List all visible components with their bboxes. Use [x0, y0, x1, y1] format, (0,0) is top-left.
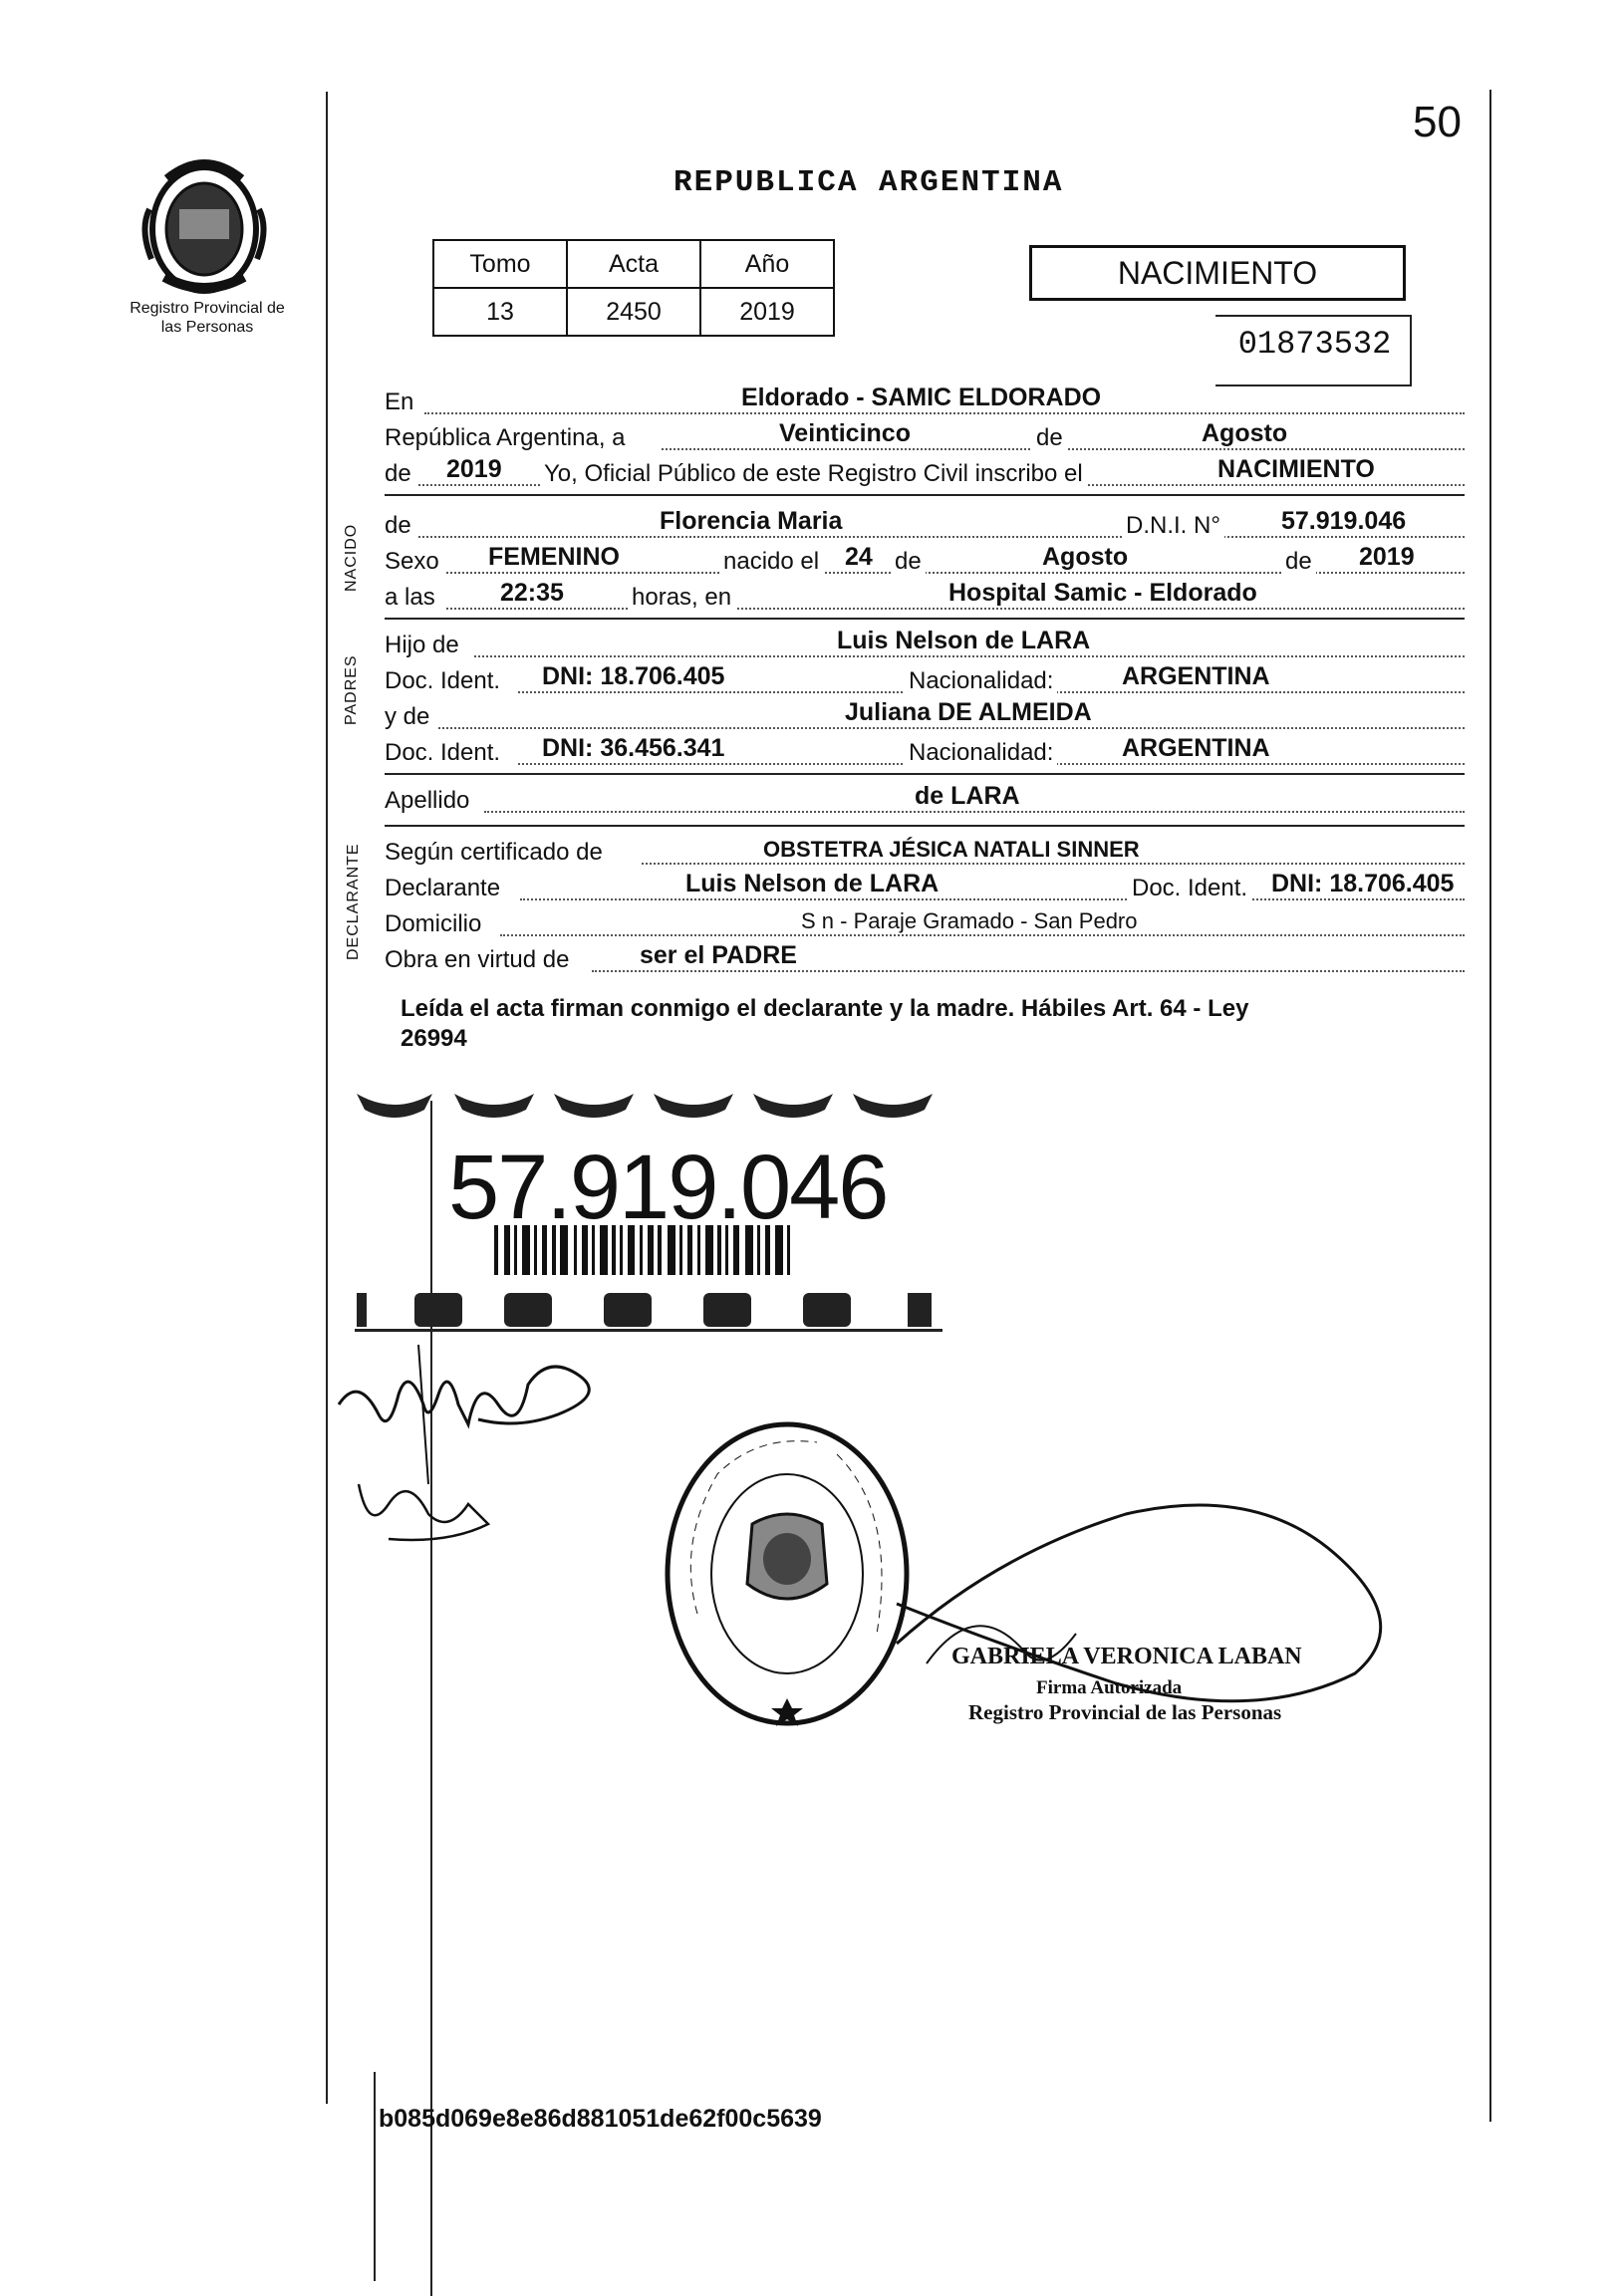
closing-line-1: Leída el acta firman conmigo el declarante y la madre. Hábiles Art. 64 - Ley: [401, 995, 1249, 1022]
dotted-line: [446, 608, 1465, 610]
de-label: de: [385, 460, 411, 487]
signer-role: Firma Autorizada: [1036, 1677, 1183, 1698]
record-table: [432, 239, 835, 337]
born-name: Florencia Maria: [660, 507, 843, 535]
en-label: En: [385, 388, 414, 415]
closing-line-2: 26994: [401, 1025, 467, 1052]
ano-value: 2019: [700, 288, 834, 336]
doc-label: Doc. Ident.: [385, 667, 501, 694]
section-rule: [385, 618, 1465, 620]
de-label: de: [891, 548, 926, 576]
declarant-doc: DNI: 18.706.405: [1271, 870, 1455, 897]
born-month: Agosto: [1042, 543, 1129, 571]
father-doc: DNI: 18.706.405: [542, 662, 725, 690]
declarant-section-label: DECLARANTE: [345, 843, 362, 960]
declarant-name: Luis Nelson de LARA: [685, 870, 940, 897]
dotted-line: [484, 811, 1465, 813]
document-type-box: NACIMIENTO: [1029, 245, 1406, 301]
born-section-label: NACIDO: [343, 523, 360, 592]
dotted-line: [474, 655, 1465, 657]
sticker-bottom-pattern: [355, 1293, 943, 1332]
born-time: 22:35: [500, 579, 564, 607]
born-year: 2019: [1359, 543, 1415, 571]
left-margin-line: [326, 92, 328, 2104]
dni-label: D.N.I. N°: [1122, 512, 1224, 540]
republic-label: República Argentina, a: [385, 424, 626, 451]
father-nationality: ARGENTINA: [1122, 662, 1270, 690]
de-label: de: [385, 512, 411, 539]
doc-label: Doc. Ident.: [385, 739, 501, 766]
dotted-line: [500, 934, 1465, 936]
dotted-line: [642, 863, 1465, 865]
section-rule: [385, 494, 1465, 496]
event-value: NACIMIENTO: [1217, 455, 1375, 483]
year-value: 2019: [446, 455, 502, 483]
day-value: Veinticinco: [779, 419, 911, 447]
statement-text: Yo, Oficial Público de este Registro Civil inscribo el: [540, 460, 1087, 488]
surname-value: de LARA: [915, 782, 1020, 810]
month-value: Agosto: [1202, 419, 1288, 447]
born-on-label: nacido el: [719, 548, 823, 576]
acts-label: Obra en virtud de: [385, 946, 570, 973]
father-name-row: [385, 626, 1465, 661]
dotted-line: [418, 536, 1465, 538]
place-value: Eldorado - SAMIC ELDORADO: [741, 383, 1102, 411]
declarant-row: [385, 869, 1465, 904]
right-margin-line: [1489, 90, 1491, 2122]
document-hash: b085d069e8e86d881051de62f00c5639: [379, 2105, 822, 2133]
mother-doc: DNI: 36.456.341: [542, 734, 725, 762]
declarant-label: Declarante: [385, 875, 501, 901]
tomo-value: 13: [433, 288, 567, 336]
doc-label: Doc. Ident.: [1128, 875, 1251, 902]
province-emblem: [139, 149, 269, 299]
hours-label: horas, en: [628, 584, 735, 612]
nationality-label: Nacionalidad:: [905, 667, 1057, 695]
place-row: [385, 383, 1465, 418]
mother-name: Juliana DE ALMEIDA: [845, 698, 1092, 726]
dotted-line: [438, 727, 1465, 729]
registry-name: Registro Provincial de las Personas: [130, 300, 285, 336]
signer-office: Registro Provincial de las Personas: [968, 1700, 1282, 1724]
surname-label: Apellido: [385, 787, 470, 814]
father-name: Luis Nelson de LARA: [837, 627, 1091, 654]
surname-row: [385, 781, 1465, 817]
mother-doc-row: [385, 733, 1465, 769]
address-value: S n - Paraje Gramado - San Pedro: [801, 908, 1138, 933]
born-place: Hospital Samic - Eldorado: [948, 579, 1257, 607]
certificate-row: [385, 833, 1465, 869]
acta-header: Acta: [567, 240, 700, 288]
mother-nationality: ARGENTINA: [1122, 734, 1270, 762]
declarant-signature: [329, 1335, 618, 1554]
page-number: 50: [1413, 98, 1462, 146]
born-dni: 57.919.046: [1281, 507, 1407, 535]
born-name-row: [385, 506, 1465, 542]
sticker-top-pattern: [357, 1094, 933, 1118]
dotted-line: [424, 412, 1465, 414]
closing-statement: [401, 994, 1477, 1054]
ano-header: Año: [700, 240, 834, 288]
signer-name: GABRIELA VERONICA LABAN: [951, 1644, 1302, 1669]
date-row: [385, 418, 1465, 454]
dotted-line: [520, 898, 1465, 900]
acta-value: 2450: [567, 288, 700, 336]
and-label: y de: [385, 703, 430, 730]
acts-row: [385, 940, 1465, 976]
born-day: 24: [845, 543, 873, 571]
barcode-number: 57.919.046: [448, 1137, 888, 1238]
country-title: REPUBLICA ARGENTINA: [674, 165, 1064, 200]
serial-number: 01873532: [1237, 326, 1392, 363]
born-sex: FEMENINO: [488, 543, 620, 571]
born-sex-row: [385, 542, 1465, 578]
certificate-value: OBSTETRA JÉSICA NATALI SINNER: [763, 837, 1140, 862]
sex-label: Sexo: [385, 548, 439, 575]
address-label: Domicilio: [385, 910, 482, 937]
acts-value: ser el PADRE: [640, 941, 797, 969]
mother-name-row: [385, 697, 1465, 733]
time-label: a las: [385, 584, 435, 611]
section-rule: [385, 825, 1465, 827]
section-rule: [385, 773, 1465, 775]
nationality-label: Nacionalidad:: [905, 739, 1057, 767]
address-row: [385, 904, 1465, 940]
de-label: de: [1281, 548, 1316, 576]
inscription-row: [385, 454, 1465, 490]
father-doc-row: [385, 661, 1465, 697]
de-label: de: [1032, 424, 1067, 452]
parents-section-label: PADRES: [343, 654, 360, 725]
binding-line-lower: [374, 2072, 376, 2281]
child-of-label: Hijo de: [385, 632, 459, 658]
certificate-label: Según certificado de: [385, 839, 603, 866]
dotted-line: [592, 970, 1465, 972]
tomo-header: Tomo: [433, 240, 567, 288]
born-time-row: [385, 578, 1465, 614]
